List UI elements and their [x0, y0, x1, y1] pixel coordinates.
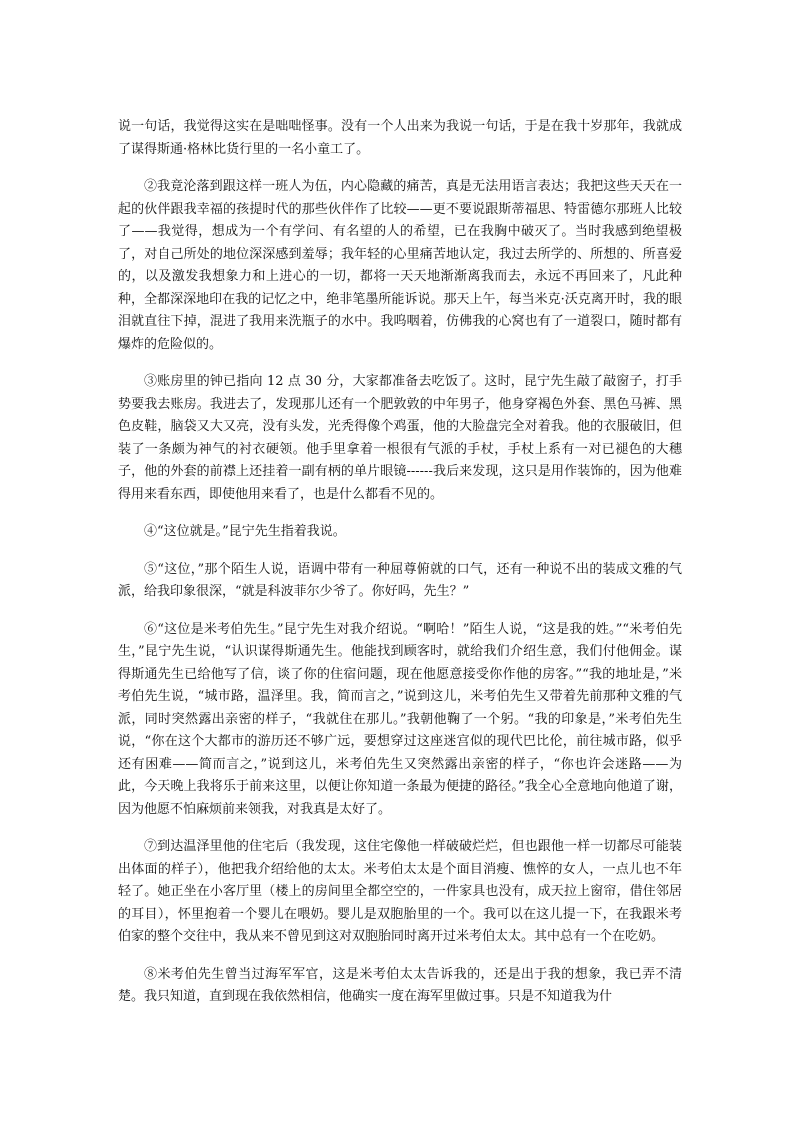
- paragraph-7: ⑦到达温泽里他的住宅后（我发现，这住宅像他一样破破烂烂，但也跟他一样一切都尽可能装出体面的样子），他把我介绍给他的太太。米考伯太太是个面目消瘦、憔悴的女人，一点儿也不年轻了。她正坐在小客厅里（楼上的房间里全都空空的，一件家具也没有，成天拉上窗帘，借住邻居的耳目），怀里抱着一个婴儿在喂奶。婴儿是双胞胎里的一个。我可以在这儿提一下，在我跟米考伯家的整个交往中，我从来不曾见到这对双胞胎同时离开过米考伯太太。其中总有一个在吃奶。: [118, 839, 682, 944]
- document-body: [118, 116, 682, 1024]
- paragraph-2: ②我竟沦落到跟这样一班人为伍，内心隐藏的痛苦，真是无法用语言表达；我把这些天天在一起的伙伴跟我幸福的孩提时代的那些伙伴作了比较——更不要说跟斯蒂福思、特雷德尔那班人比较了——我觉得，想成为一个有学问、有名望的人的希望，已在我胸中破灭了。当时我感到绝望极了，对自己所处的地位深深感到羞辱；我年轻的心里痛苦地认定，我过去所学的、所想的、所喜爱的，以及激发我想象力和上进心的一切，都将一天天地渐渐离我而去，永远不再回来了，凡此种种，全都深深地印在我的记忆之中，绝非笔墨所能诉说。那天上午，每当米克·沃克离开时，我的眼泪就直往下掉，混进了我用来洗瓶子的水中。我呜咽着，仿佛我的心窝也有了一道裂口，随时都有爆炸的危险似的。: [118, 179, 682, 352]
- paragraph-3: ③账房里的钟已指向 12 点 30 分，大家都准备去吃饭了。这时，昆宁先生敲了敲窗子，打手势要我去账房。我进去了，发现那儿还有一个肥敦敦的中年男子，他身穿褐色外套、黑色马裤、黑色皮鞋，脑袋又大又亮，没有头发，光秃得像个鸡蛋，他的大脸盘完全对着我。他的衣服破旧，但装了一条颇为神气的衬衣硬领。他手里拿着一根很有气派的手杖，手杖上系有一对已褪色的大穗子，他的外套的前襟上还挂着一副有柄的单片眼镜------我后来发现，这只是用作装饰的，因为他难得用来看东西，即使他用来看了，也是什么都看不见的。: [118, 374, 682, 502]
- paragraph-6: ⑥“这位是米考伯先生。”昆宁先生对我介绍说。“啊哈！”陌生人说，“这是我的姓。”“米考伯先生，”昆宁先生说，“认识谋得斯通先生。他能找到顾客时，就给我们介绍生意，我们付他佣金。谋得斯通先生已给他写了信，谈了你的住宿问题，现在他愿意接受你作他的房客。”“我的地址是，”米考伯先生说，“城市路，温泽里。我，简而言之，”说到这儿，米考伯先生又带着先前那种文雅的气派，同时突然露出亲密的样子，“我就住在那儿。”我朝他鞠了一个躬。“我的印象是，”米考伯先生说，“你在这个大都市的游历还不够广远，要想穿过这座迷宫似的现代巴比伦，前往城市路，似乎还有困难——简而言之，”说到这儿，米考伯先生又突然露出亲密的样子，“你也许会迷路——为此，今天晚上我将乐于前来这里，以便让你知道一条最为便捷的路径。”我全心全意地向他道了谢，因为他愿不怕麻烦前来领我，对我真是太好了。: [118, 621, 682, 817]
- paragraph-4: ④“这位就是。”昆宁先生指着我说。: [144, 524, 346, 539]
- paragraph-5: ⑤“这位，”那个陌生人说，语调中带有一种屈尊俯就的口气，还有一种说不出的装成文雅的气派，给我印象很深，“就是科波菲尔少爷了。你好吗，先生？”: [118, 561, 682, 599]
- paragraph-8: ⑧米考伯先生曾当过海军军官，这是米考伯太太告诉我的，还是出于我的想象，我已弄不清楚。我只知道，直到现在我依然相信，他确实一度在海军里做过事。只是不知道我为什: [118, 966, 682, 1004]
- paragraph-1: 说一句话，我觉得这实在是咄咄怪事。没有一个人出来为我说一句话，于是在我十岁那年，我就成了谋得斯通·格林比货行里的一名小童工了。: [118, 119, 682, 157]
